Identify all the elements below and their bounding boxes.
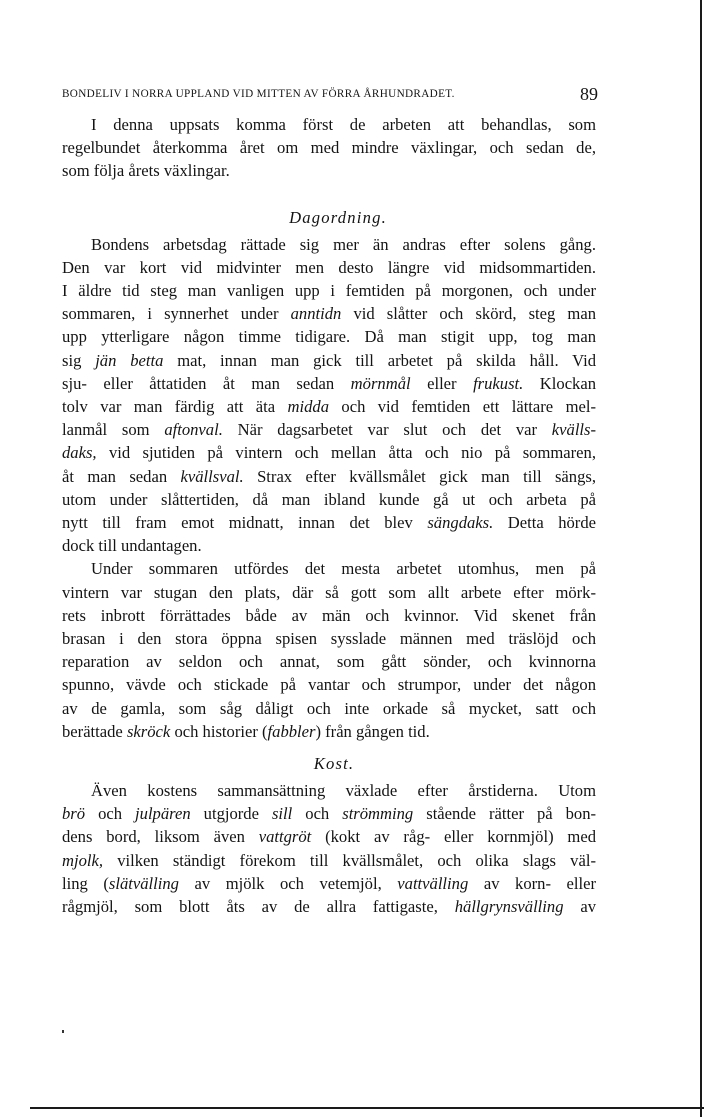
text-line: sommaren, i synnerhet under anntidn vid slåtter och skörd, steg man: [62, 304, 596, 324]
spacer: [62, 183, 596, 203]
text-line: regelbundet återkomma året om med mindre växlingar, och sedan de,: [62, 138, 596, 158]
text-line: Under sommaren utfördes det mesta arbetet utomhus, men på: [91, 559, 596, 579]
page-edge-bottom: [30, 1107, 704, 1109]
text-line: berättade skröck och historier (fabbler) från gången tid.: [62, 721, 430, 741]
text-line: Även kostens sammansättning växlade efter årstiderna. Utom: [91, 781, 596, 801]
text-line: daks, vid sjutiden på vintern och mellan åtta och nio på sommaren,: [62, 443, 596, 463]
section-heading-kost: Kost.: [313, 754, 355, 774]
text-line: dens bord, liksom även vattgröt (kokt av råg- eller kornmjöl) med: [62, 827, 596, 847]
text-line: som följa årets växlingar.: [62, 161, 230, 181]
text-line: utom under slåttertiden, då man ibland kunde gå ut och arbeta på: [62, 489, 596, 509]
text-line: Bondens arbetsdag rättade sig mer än andras efter solens gång.: [91, 234, 596, 254]
text-line: nytt till fram emot midnatt, innan det blev sängdaks. Detta hörde: [62, 513, 596, 533]
text-line: åt man sedan kvällsval. Strax efter kvällsmålet gick man till sängs,: [62, 466, 596, 486]
print-speck: [62, 1030, 64, 1033]
page-body: [62, 113, 596, 918]
text-line: I denna uppsats komma först de arbeten att behandlas, som: [91, 115, 596, 134]
text-line: reparation av seldon och annat, som gått sönder, och kvinnorna: [62, 652, 596, 672]
running-title: BONDELIV I NORRA UPPLAND VID MITTEN AV FÖRRA ÅRHUNDRADET.: [62, 88, 455, 100]
text-line: rågmjöl, som blott åts av de allra fattigaste, hällgrynsvälling av: [62, 897, 597, 917]
page-header: [62, 84, 598, 108]
section-heading-dagordning: Dagordning.: [289, 207, 387, 227]
text-line: upp ytterligare någon timme tidigare. Då man stigit upp, tog man: [62, 327, 596, 347]
text-line: Den var kort vid midvinter men desto längre vid midsommartiden.: [62, 257, 596, 277]
text-line: av de gamla, som såg dåligt och inte orkade så mycket, satt och: [62, 698, 596, 718]
page-edge-right: [700, 0, 702, 1117]
text-line: I äldre tid steg man vanligen upp i femtiden på morgonen, och under: [62, 281, 596, 301]
text-line: dock till undantagen.: [62, 536, 202, 556]
text-line: tolv var man färdig att äta midda och vid femtiden ett lättare mel-: [62, 397, 596, 417]
text-line: sig jän betta mat, innan man gick till arbetet på skilda håll. Vid: [62, 350, 596, 370]
page-number: 89: [580, 84, 598, 104]
text-line: spunno, vävde och stickade på vantar och strumpor, under det någon: [62, 675, 596, 695]
text-line: rets inbrott förrättades både av män och kvinnor. Vid skenet från: [62, 605, 596, 625]
text-line: mjolk, vilken ständigt förekom till kvällsmålet, och olika slags väl-: [62, 850, 596, 870]
text-line: lanmål som aftonval. När dagsarbetet var slut och det var kvälls-: [62, 420, 597, 440]
text-line: sju- eller åttatiden åt man sedan mörnmål eller frukust. Klockan: [62, 373, 597, 393]
text-line: brasan i den stora öppna spisen sysslade männen med träslöjd och: [62, 629, 596, 649]
text-line: ling (slätvälling av mjölk och vetemjöl, vattvälling av korn- eller: [62, 873, 597, 893]
text-line: brö och julpären utgjorde sill och strömming stående rätter på bon-: [62, 804, 597, 824]
text-line: vintern var stugan den plats, där så gott som allt arbete efter mörk-: [62, 582, 596, 602]
